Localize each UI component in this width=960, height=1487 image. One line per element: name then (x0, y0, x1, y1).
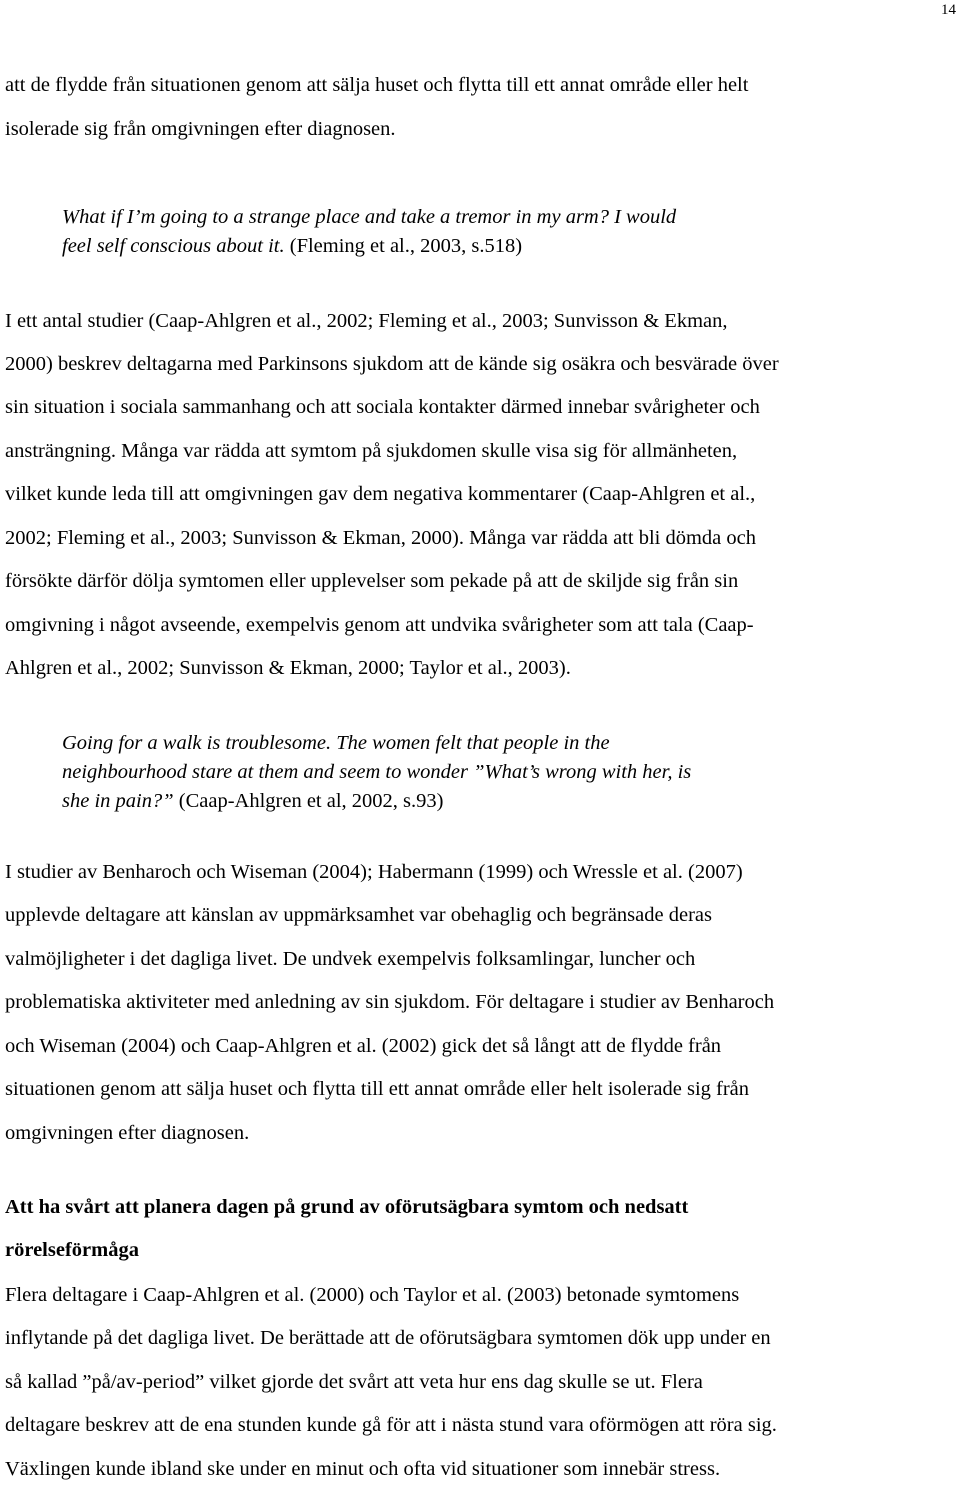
text-line: vilket kunde leda till att omgivningen gav dem negativa kommentarer (Caap-Ahlgren et al., (5, 483, 756, 505)
text-line: försökte därför dölja symtomen eller upplevelser som pekade på att de skiljde sig från sin (5, 570, 739, 592)
text-line: ansträngning. Många var rädda att symtom på sjukdomen skulle visa sig för allmänheten, (5, 440, 738, 462)
text-line: sin situation i sociala sammanhang och att sociala kontakter därmed innebar svårigheter och (5, 396, 760, 418)
text-line: I studier av Benharoch och Wiseman (2004); Habermann (1999) och Wressle et al. (2007) (5, 861, 743, 883)
text-line: isolerade sig från omgivningen efter diagnosen. (5, 118, 396, 140)
quote-text: she in pain?” (62, 790, 174, 812)
block-quote-line (62, 235, 522, 258)
block-quote-line (62, 761, 691, 784)
text-line: omgivningen efter diagnosen. (5, 1122, 250, 1144)
block-quote-line (62, 732, 610, 755)
text-line: Flera deltagare i Caap-Ahlgren et al. (2000) och Taylor et al. (2003) betonade symtomens (5, 1284, 740, 1306)
text-line: 2002; Fleming et al., 2003; Sunvisson & Ekman, 2000). Många var rädda att bli dömda och (5, 527, 756, 549)
quote-text: neighbourhood stare at them and seem to wonder ”What’s wrong with her, is (62, 761, 692, 783)
text-line: situationen genom att sälja huset och flytta till ett annat område eller helt isolerade sig från (5, 1078, 750, 1100)
text-line: omgivning i något avseende, exempelvis genom att undvika svårigheter som att tala (Caap- (5, 614, 754, 636)
block-quote-line (62, 206, 676, 229)
text-line: inflytande på det dagliga livet. De berättade att de oförutsägbara symtomen dök upp under en (5, 1327, 771, 1349)
quote-text: What if I’m going to a strange place and take a tremor in my arm? I would (62, 206, 677, 228)
quote-text: Going for a walk is troublesome. The women felt that people in the (62, 732, 610, 754)
text-line: och Wiseman (2004) och Caap-Ahlgren et al. (2002) gick det så långt att de flydde från (5, 1035, 722, 1057)
text-line: att de flydde från situationen genom att sälja huset och flytta till ett annat område eller helt (5, 74, 749, 96)
text-line: upplevde deltagare att känslan av uppmärksamhet var obehaglig och begränsade deras (5, 904, 712, 926)
page-number: 14 (941, 2, 956, 18)
text-line: 2000) beskrev deltagarna med Parkinsons sjukdom att de kände sig osäkra och besvärade över (5, 353, 779, 375)
text-line: Ahlgren et al., 2002; Sunvisson & Ekman, 2000; Taylor et al., 2003). (5, 657, 571, 679)
text-line: I ett antal studier (Caap-Ahlgren et al., 2002; Fleming et al., 2003; Sunvisson & Ekman, (5, 310, 728, 332)
text-line: så kallad ”på/av-period” vilket gjorde det svårt att veta hur ens dag skulle se ut. Flera (5, 1371, 703, 1393)
section-heading: Att ha svårt att planera dagen på grund av oförutsägbara symtom och nedsatt (5, 1196, 689, 1218)
section-heading: rörelseförmåga (5, 1239, 139, 1261)
text-line: deltagare beskrev att de ena stunden kunde gå för att i nästa stund vara oförmögen att röra sig. (5, 1414, 777, 1436)
quote-reference: (Caap-Ahlgren et al, 2002, s.93) (173, 790, 444, 812)
quote-reference: (Fleming et al., 2003, s.518) (284, 235, 523, 257)
block-quote-line (62, 790, 443, 813)
text-line: Växlingen kunde ibland ske under en minut och ofta vid situationer som innebär stress. (5, 1458, 721, 1480)
quote-text: feel self conscious about it. (62, 235, 285, 257)
text-line: valmöjligheter i det dagliga livet. De undvek exempelvis folksamlingar, luncher och (5, 948, 696, 970)
text-line: problematiska aktiviteter med anledning av sin sjukdom. För deltagare i studier av Benharoch (5, 991, 775, 1013)
